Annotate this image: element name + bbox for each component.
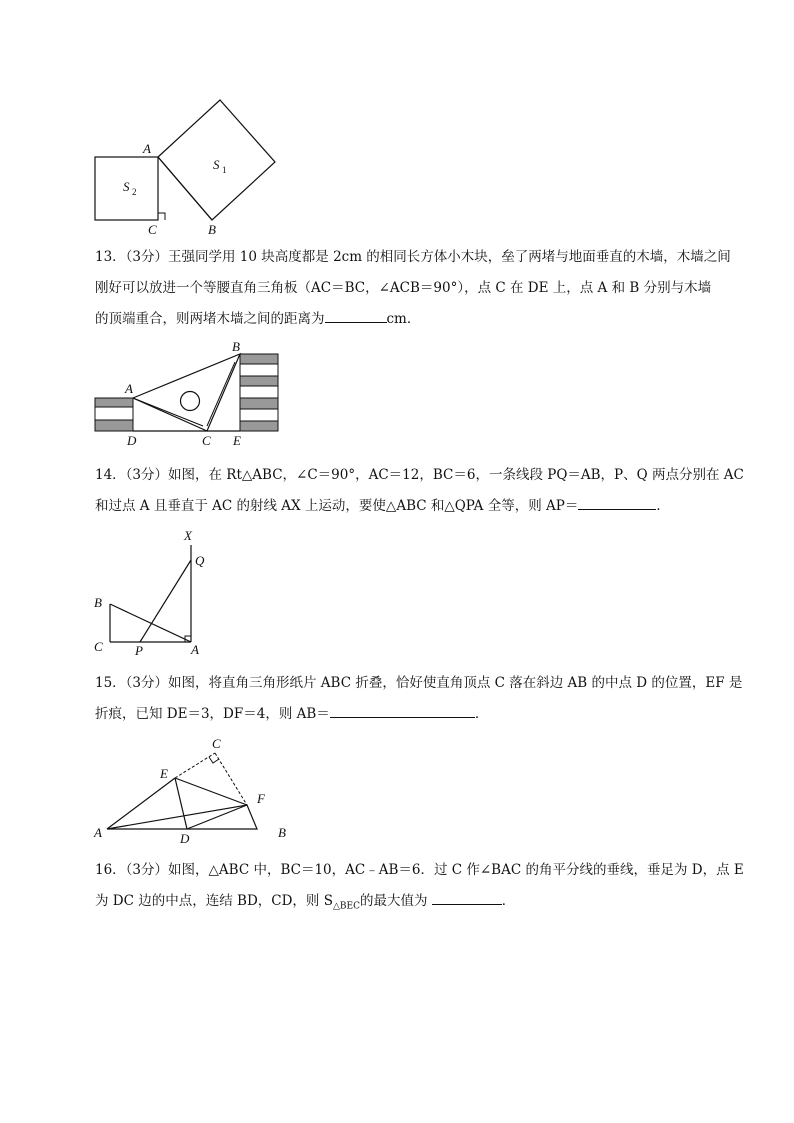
label-f: F (257, 791, 265, 806)
label-a: A (94, 825, 102, 840)
label-b: B (208, 222, 216, 237)
q13-line3-unit: cm． (386, 311, 421, 327)
q13-line3-text: 的顶端重合，则两堵木墙之间的距离为 (95, 311, 325, 327)
right-angle-mark (158, 213, 165, 220)
label-b: B (94, 595, 102, 610)
right-wall-block (240, 376, 278, 386)
plate-hole (181, 392, 200, 411)
plate-inner-edge (133, 398, 203, 426)
q16-line2-text2: 的最大值为 (359, 893, 428, 909)
segment-ab (158, 157, 212, 220)
left-wall-block (95, 420, 133, 431)
answer-blank-14[interactable] (578, 495, 656, 510)
label-d: D (180, 831, 190, 843)
question-16 (95, 855, 744, 923)
figure-q12 (80, 95, 290, 240)
dashed-cf (215, 753, 247, 805)
q15-line2-text: 折痕，已知 DE＝3，DF＝4，则 AB＝ (95, 706, 330, 722)
right-wall-block (240, 398, 278, 409)
label-x: X (184, 528, 192, 543)
right-wall-block (240, 409, 278, 421)
right-wall-block (240, 354, 278, 364)
q16-line2 (95, 886, 735, 923)
label-a: A (125, 381, 133, 396)
plate-inner-edge (207, 362, 235, 426)
q15-line1: 15．（3分）如图，将直角三角形纸片 ABC 折叠，恰好使直角顶点 C 落在斜边 AB 的中点 D 的位置，EF 是 (95, 675, 743, 691)
label-a: A (191, 642, 199, 657)
right-wall-block (240, 364, 278, 376)
label-e: E (233, 433, 241, 448)
label-p: P (135, 643, 143, 657)
q16-line2-text: 为 DC 边的中点，连结 BD，CD，则 S (95, 893, 333, 909)
figure-q13 (85, 340, 295, 452)
right-wall-block (240, 386, 278, 398)
label-a: A (143, 141, 151, 156)
label-c: C (148, 222, 157, 237)
q14-line1: 14．（3分）如图，在 Rt△ABC，∠C＝90°，AC＝12，BC＝6，一条线段 PQ＝AB，P、Q 两点分别在 AC (95, 467, 744, 483)
question-15 (95, 668, 743, 730)
q14-line2 (95, 491, 735, 522)
q13-line2: 刚好可以放进一个等腰直角三角板（AC＝BC，∠ACB＝90°），点 C 在 DE 上，点 A 和 B 分别与木墙 (95, 280, 712, 296)
q13-line1: 13．（3分）王强同学用 10 块高度都是 2cm 的相同长方体小木块，垒了两堵与地面垂直的木墙，木墙之间 (95, 249, 731, 265)
label-c: C (212, 736, 221, 751)
left-wall-block (95, 398, 133, 407)
q13-line3 (95, 304, 735, 335)
answer-blank-15[interactable] (330, 703, 475, 718)
segment-df (187, 805, 247, 829)
label-b: B (232, 340, 240, 354)
dashed-ec (175, 753, 215, 778)
question-14 (95, 460, 744, 522)
label-q: Q (195, 553, 205, 568)
q15-line2-end: ． (474, 706, 489, 722)
q14-line2-text: 和过点 A 且垂直于 AC 的射线 AX 上运动，要使△ABC 和△QPA 全等，则 AP＝ (95, 498, 579, 514)
label-s2-sub: 2 (132, 187, 137, 197)
q14-line2-end: ． (656, 498, 670, 514)
segment-ed (175, 778, 187, 829)
label-s1: S (213, 157, 220, 172)
right-wall-block (240, 421, 278, 431)
q16-subscript: △BEC (332, 901, 360, 912)
figure-q15 (85, 733, 300, 843)
label-c: C (202, 433, 211, 448)
q16-line1: 16．（3分）如图，△ABC 中，BC＝10，AC﹣AB＝6．过 C 作∠BAC 的角平分线的垂线，垂足为 D，点 E (95, 862, 744, 878)
q16-line2-end: ． (501, 893, 516, 909)
answer-blank-16[interactable] (432, 890, 502, 905)
label-s2: S (123, 179, 130, 194)
segment-ef (175, 778, 247, 805)
figure-q14 (85, 527, 215, 657)
label-b: B (278, 825, 286, 840)
segment-ae (107, 778, 175, 829)
label-c: C (94, 639, 103, 654)
question-13 (95, 242, 735, 335)
q15-line2 (95, 699, 735, 730)
segment-ab (110, 604, 191, 642)
answer-blank-13[interactable] (325, 308, 387, 323)
label-d: D (127, 433, 137, 448)
left-wall-block (95, 407, 133, 420)
label-s1-sub: 1 (222, 165, 227, 175)
label-e: E (160, 766, 168, 781)
